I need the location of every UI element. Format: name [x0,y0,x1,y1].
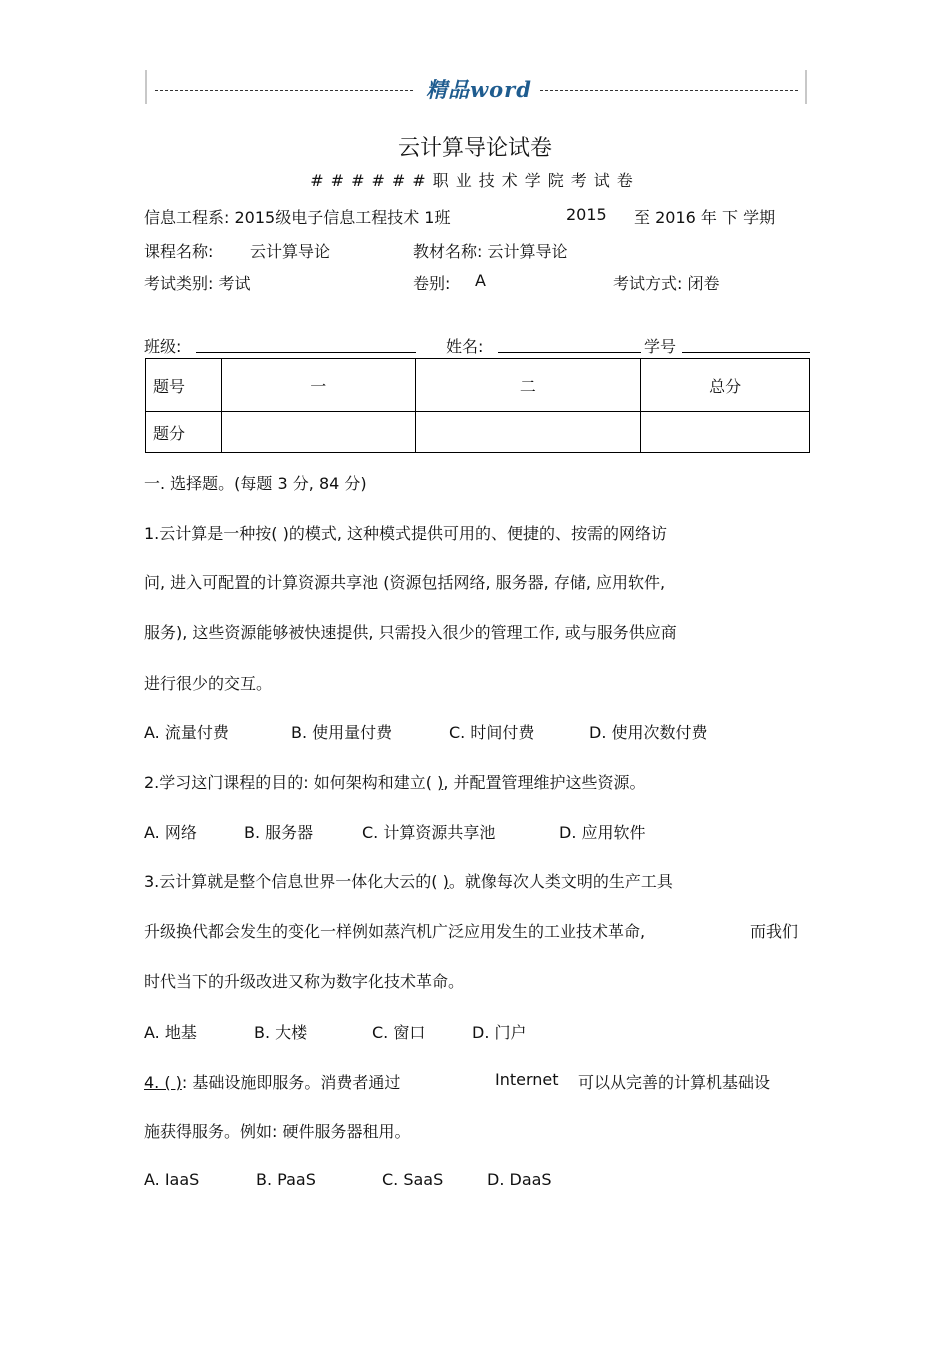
score-table [145,358,810,453]
q4-option-c[interactable]: C. SaaS [382,1170,444,1189]
q2-option-c[interactable]: C. 计算资源共享池 [362,823,496,842]
q2-option-d[interactable]: D. 应用软件 [559,823,646,842]
class-field[interactable] [196,352,416,353]
score-cell-2[interactable] [415,412,641,453]
department-info: 信息工程系: 2015级电子信息工程技术 1班 [144,208,451,227]
q2-stem-pre: 2.学习这门课程的目的: 如何架构和建立( [144,773,438,792]
q3-option-c[interactable]: C. 窗口 [372,1023,426,1042]
section-heading: 一. 选择题。(每题 3 分, 84 分) [144,474,367,493]
q2-option-b[interactable]: B. 服务器 [244,823,314,842]
exam-type: 考试类别: 考试 [144,274,251,293]
q1-line-2: 问, 进入可配置的计算资源共享池 (资源包括网络, 服务器, 存储, 应用软件, [144,573,666,592]
column-header-total: 总分 [641,359,810,412]
q4-option-d[interactable]: D. DaaS [487,1170,552,1189]
q3-blank-paren: ) [442,872,449,891]
q1-line-1: 1.云计算是一种按( )的模式, 这种模式提供可用的、便捷的、按需的网络访 [144,524,668,543]
q4-stem [144,1070,400,1093]
q3-stem-pre: 3.云计算就是整个信息世界一体化大云的( [144,872,443,891]
score-cell-1[interactable] [221,412,415,453]
score-table-score-row [146,412,810,453]
name-label: 姓名: [446,337,484,356]
year-to: 至 2016 年 下 学期 [634,208,776,227]
q3-line-3: 时代当下的升级改进又称为数字化技术革命。 [144,972,465,991]
student-id-field[interactable] [682,352,810,353]
score-table-header-row [146,359,810,412]
q4-stem-tail: 可以从完善的计算机基础设 [578,1073,771,1092]
q1-line-4: 进行很少的交互。 [144,674,273,693]
course-label: 课程名称: [144,242,214,261]
paper-value: A [475,271,486,290]
q4-option-b[interactable]: B. PaaS [256,1170,316,1189]
q3-line-2: 升级换代都会发生的变化一样例如蒸汽机广泛应用发生的工业技术革命, [144,922,646,941]
q2-stem [144,770,646,793]
q3-line-2-tail: 而我们 [750,922,799,941]
textbook-info: 教材名称: 云计算导论 [413,242,568,261]
q1-option-b[interactable]: B. 使用量付费 [291,723,393,742]
q1-option-d[interactable]: D. 使用次数付费 [589,723,708,742]
student-id-label: 学号 [644,337,677,356]
header-dash-left [155,90,413,91]
q1-line-3: 服务), 这些资源能够被快速提供, 只需投入很少的管理工作, 或与服务供应商 [144,623,677,642]
header-logo: 精品word [426,77,532,102]
q4-line-2: 施获得服务。例如: 硬件服务器租用。 [144,1122,411,1141]
q4-internet: Internet [495,1070,559,1089]
page-title: 云计算导论试卷 [397,136,552,161]
q1-option-c[interactable]: C. 时间付费 [449,723,535,742]
q3-option-d[interactable]: D. 门户 [472,1023,527,1042]
course-value: 云计算导论 [250,242,331,261]
column-header-1: 一 [221,359,415,412]
q4-option-a[interactable]: A. IaaS [144,1170,200,1189]
exam-mode: 考试方式: 闭卷 [613,274,720,293]
header-left-bar [145,70,147,104]
q3-option-b[interactable]: B. 大楼 [254,1023,308,1042]
q3-option-a[interactable]: A. 地基 [144,1023,197,1042]
q1-option-a[interactable]: A. 流量付费 [144,723,229,742]
column-header-2: 二 [415,359,641,412]
row-header-cell: 题号 [146,359,222,412]
q3-stem-post: 。就像每次人类文明的生产工具 [448,872,673,891]
page-subtitle: ######职业技术学院考试卷 [310,171,640,190]
q2-blank-paren: ) [437,773,444,792]
year-from: 2015 [566,205,607,224]
header-dash-right [540,90,798,91]
paper-label: 卷别: [413,274,451,293]
row-score-cell: 题分 [146,412,222,453]
q2-stem-post: , 并配置管理维护这些资源。 [443,773,646,792]
q4-number-blank: 4. ( ) [144,1073,182,1092]
name-field[interactable] [498,352,641,353]
q2-option-a[interactable]: A. 网络 [144,823,197,842]
q3-stem [144,869,673,892]
header-right-bar [805,70,807,104]
q4-stem-text: : 基础设施即服务。消费者通过 [181,1073,401,1092]
score-cell-total[interactable] [641,412,810,453]
class-label: 班级: [144,337,182,356]
